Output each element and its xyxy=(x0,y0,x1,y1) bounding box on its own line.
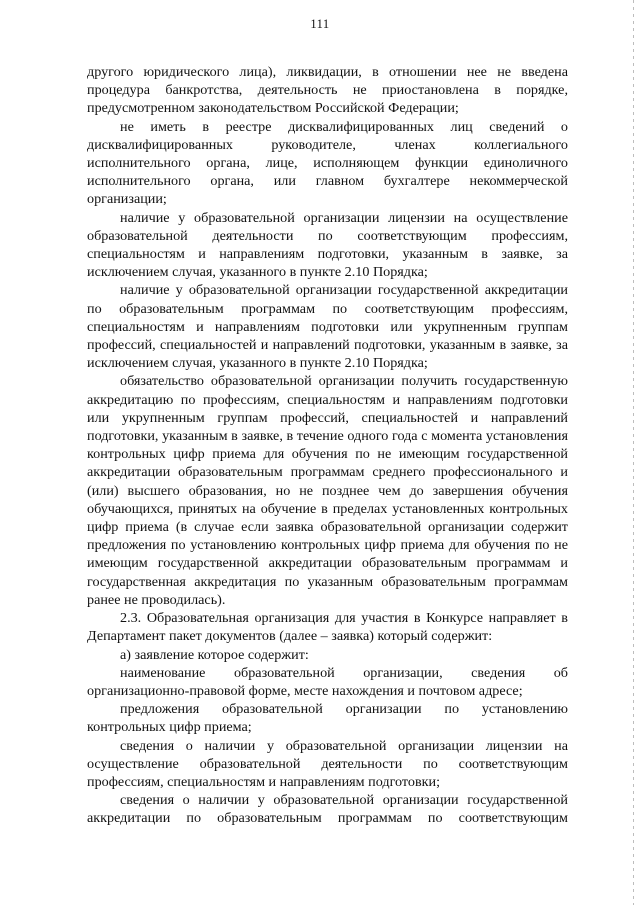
scan-edge xyxy=(633,0,634,905)
page-number: 111 xyxy=(310,17,330,31)
paragraph: наличие у образовательной организации государственной аккредитации по образовательным программам по соответствующим профессиям, специальностям и направлениям подготовки или укрупненным группам профессий, специальностей и направлений подготовки, указанным в заявке, за исключением случая, указанного в пункте 2.10 Порядка; xyxy=(87,282,568,372)
paragraph: а) заявление которое содержит: xyxy=(120,646,309,663)
paragraph: не иметь в реестре дисквалифицированных лиц сведений о дисквалифицированных руководителе, членах коллегиального исполнительного органа, лице, исполняющем функции единоличного исполнительного органа, или главном бухгалтере некоммерческой организации; xyxy=(87,118,568,208)
paragraph: наименование образовательной организации, сведения об организационно-правовой форме, месте нахождения и почтовом адресе; xyxy=(87,664,568,699)
paragraph: сведения о наличии у образовательной организации лицензии на осуществление образовательной деятельности по соответствующим профессиям, специальностям и направлениям подготовки; xyxy=(87,737,568,790)
paragraph: сведения о наличии у образовательной организации государственной аккредитации по образовательным программам по соответствующим xyxy=(87,792,568,827)
paragraph-continuation: другого юридического лица), ликвидации, в отношении нее не введена процедура банкротства, деятельность не приостановлена в порядке, предусмотренном законодательством Российской Федерации; xyxy=(87,64,568,117)
paragraph: наличие у образовательной организации лицензии на осуществление образовательной деятельности по соответствующим профессиям, специальностям и направлениям подготовки, указанным в заявке, за исключением случая, указанного в пункте 2.10 Порядка; xyxy=(87,209,568,281)
document-body xyxy=(87,63,568,828)
paragraph: предложения образовательной организации по установлению контрольных цифр приема; xyxy=(87,701,568,736)
paragraph: 2.3. Образовательная организация для участия в Конкурсе направляет в Департамент пакет документов (далее – заявка) который содержит: xyxy=(87,610,568,645)
paragraph: обязательство образовательной организации получить государственную аккредитацию по профессиям, специальностям и направлениям подготовки или укрупненным группам профессий, специальностей и направлений подготовки, указанным в заявке, в течение одного года с момента установления контрольных цифр приема для обучения по не имеющим государственной аккредитации образовательным программам среднего профессионального и (или) высшего образования, но не позднее чем до завершения обучения обучающихся, принятых на обучение в пределах установленных контрольных цифр приема (в случае если заявка образовательной организации содержит предложения по установлению контрольных цифр приема для обучения по не имеющим государственной аккредитации образовательным программам и государственная аккредитация по указанным образовательным программам ранее не проводилась). xyxy=(87,373,568,608)
